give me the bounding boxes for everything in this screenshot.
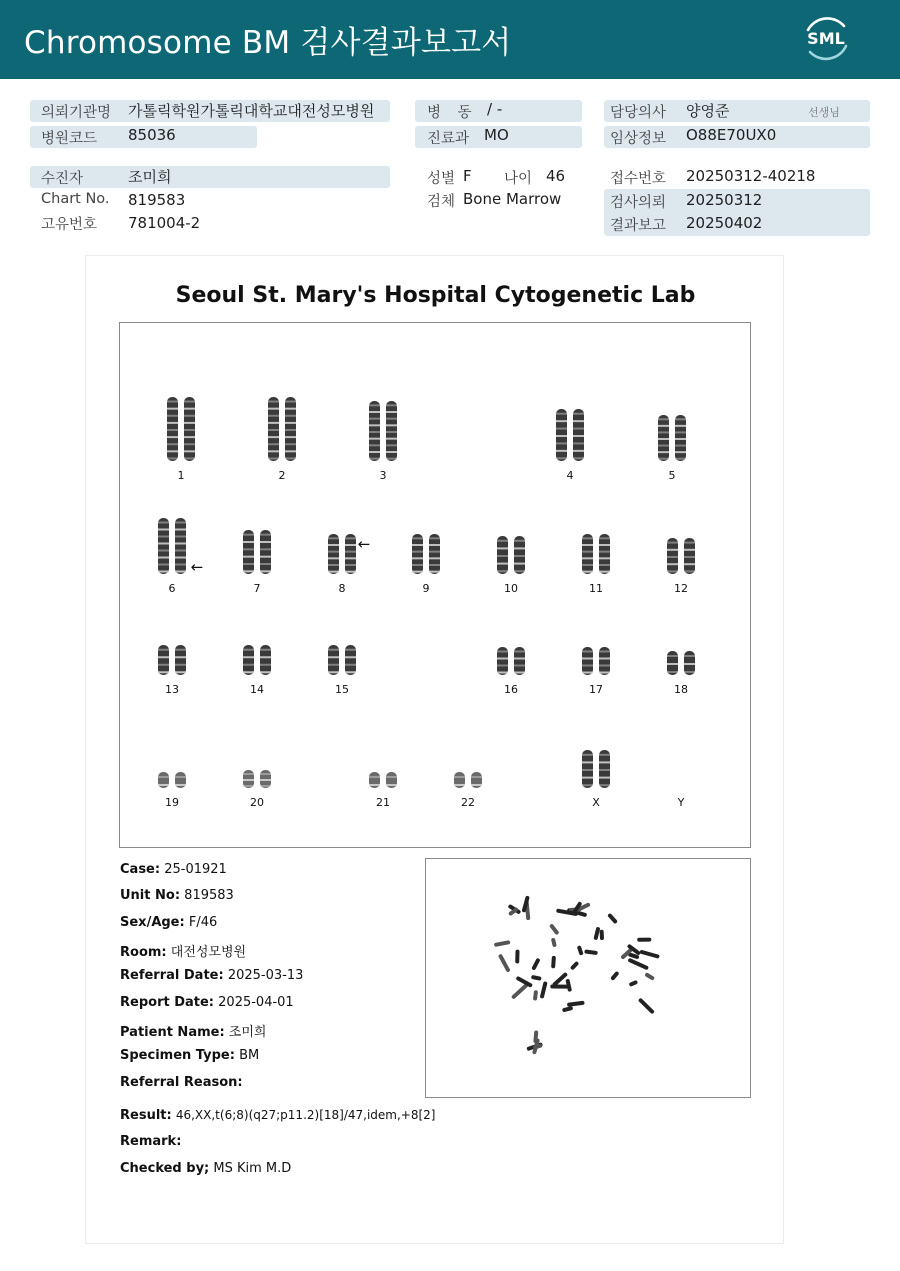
- chromosome-label-3: 3: [379, 469, 387, 482]
- chromosome-label-8: 8: [338, 582, 346, 595]
- room-row: Room: 대전성모병원: [120, 945, 247, 960]
- metaphase-chromosome: [515, 950, 519, 964]
- report-title: Chromosome BM 검사결과보고서: [24, 25, 512, 61]
- hospital-code-value: 85036: [128, 126, 176, 144]
- metaphase-chromosome: [593, 927, 600, 941]
- metaphase-chromosome: [567, 1001, 585, 1007]
- chromosome-label-11: 11: [589, 582, 603, 595]
- report-date-row: Report Date: 2025-04-01: [120, 995, 294, 1010]
- metaphase-chromosome: [531, 975, 542, 981]
- metaphase-chromosome: [570, 961, 580, 971]
- patient-name-label: 수진자: [41, 171, 84, 187]
- chart-no-value: 819583: [128, 191, 186, 209]
- chromosome-label-12: 12: [674, 582, 688, 595]
- report-header: [0, 0, 900, 79]
- metaphase-chromosome: [639, 950, 660, 959]
- checked-by-row: Checked by; MS Kim M.D: [120, 1161, 292, 1176]
- report-date-value: 20250402: [686, 214, 763, 232]
- institution-label: 의뢰기관명: [41, 105, 112, 121]
- chromosome-pair-4: [548, 409, 592, 461]
- metaphase-chromosome: [577, 945, 584, 955]
- age-label: 나이: [504, 171, 533, 187]
- metaphase-chromosome: [627, 958, 649, 971]
- metaphase-chromosome: [549, 923, 560, 935]
- chromosome-label-1: 1: [177, 469, 185, 482]
- doctor-value: 양영준: [686, 102, 730, 120]
- metaphase-chromosome: [550, 985, 569, 989]
- metaphase-chromosome: [540, 981, 548, 999]
- sexage-row: Sex/Age: F/46: [120, 915, 218, 930]
- chromosome-label-4: 4: [566, 469, 574, 482]
- department-label: 진료과: [427, 131, 470, 147]
- abnormality-arrow-8: ←: [357, 535, 371, 553]
- receipt-no-label: 접수번호: [610, 171, 667, 187]
- chromosome-label-14: 14: [250, 683, 264, 696]
- sex-value: F: [463, 167, 472, 185]
- chart-no-label: Chart No.: [41, 191, 110, 207]
- chromosome-pair-7: [235, 530, 279, 574]
- receipt-no-value: 20250312-40218: [686, 167, 816, 185]
- unique-no-label: 고유번호: [41, 217, 98, 233]
- metaphase-chromosome: [629, 980, 639, 987]
- abnormality-arrow-6: ←: [190, 558, 204, 576]
- specimen-label: 검체: [427, 194, 456, 210]
- patient-name-row: Patient Name: 조미희: [120, 1025, 267, 1040]
- metaphase-chromosome: [533, 990, 538, 1001]
- chromosome-pair-22: [446, 772, 490, 788]
- ward-label: 병 동: [427, 105, 478, 121]
- cytogenetic-report: [85, 255, 784, 1244]
- chromosome-pair-14: [235, 645, 279, 675]
- result-row: Result: 46,XX,t(6;8)(q27;p11.2)[18]/47,idem,+8[2]: [120, 1108, 436, 1123]
- chromosome-pair-17: [574, 647, 618, 675]
- chromosome-pair-2: [260, 397, 304, 461]
- chromosome-pair-5: [650, 415, 694, 461]
- chromosome-label-22: 22: [461, 796, 475, 809]
- chromosome-pair-1: [159, 397, 203, 461]
- chromosome-label-2: 2: [278, 469, 286, 482]
- chromosome-label-X: X: [592, 796, 600, 809]
- referral-date-row: Referral Date: 2025-03-13: [120, 968, 304, 983]
- chromosome-pair-11: [574, 534, 618, 574]
- specimen-value: Bone Marrow: [463, 190, 562, 208]
- doctor-label: 담당의사: [610, 105, 667, 121]
- chromosome-pair-16: [489, 647, 533, 675]
- sml-logo: [800, 12, 852, 64]
- ward-value: / -: [487, 100, 503, 118]
- metaphase-chromosome: [562, 1006, 573, 1013]
- report-date-label: 결과보고: [610, 218, 667, 234]
- doctor-suffix: 선생님: [808, 106, 840, 119]
- referral-reason-row: Referral Reason:: [120, 1075, 243, 1090]
- department-value: MO: [484, 126, 509, 144]
- request-date-label: 검사의뢰: [610, 195, 667, 211]
- chromosome-label-Y: Y: [677, 796, 685, 809]
- chromosome-pair-19: [150, 772, 194, 788]
- age-value: 46: [546, 167, 566, 185]
- clinical-info-label: 임상정보: [610, 131, 667, 147]
- chromosome-label-9: 9: [422, 582, 430, 595]
- metaphase-chromosome: [551, 956, 556, 969]
- metaphase-chromosome: [600, 930, 604, 941]
- chromosome-pair-18: [659, 651, 703, 675]
- chromosome-pair-21: [361, 772, 405, 788]
- clinical-info-value: O88E70UX0: [686, 126, 777, 144]
- metaphase-chromosome: [584, 949, 598, 955]
- karyotype-panel: [119, 322, 751, 848]
- metaphase-chromosome: [644, 972, 655, 981]
- metaphase-chromosome: [638, 998, 655, 1015]
- chromosome-label-15: 15: [335, 683, 349, 696]
- metaphase-chromosome: [610, 971, 619, 981]
- svg-text:SML: SML: [807, 29, 845, 48]
- lab-title: Seoul St. Mary's Hospital Cytogenetic Lab: [175, 283, 696, 308]
- institution-value: 가톨릭학원가톨릭대학교대전성모병원: [128, 102, 375, 120]
- metaphase-spread: [426, 859, 752, 1099]
- chromosome-pair-20: [235, 770, 279, 788]
- chromosome-label-5: 5: [668, 469, 676, 482]
- chromosome-pair-12: [659, 538, 703, 574]
- metaphase-chromosome: [511, 983, 529, 1000]
- patient-name-pill: [30, 166, 390, 188]
- chromosome-label-7: 7: [253, 582, 261, 595]
- metaphase-chromosome: [551, 938, 557, 948]
- unique-no-value: 781004-2: [128, 214, 201, 232]
- metaphase-chromosome: [494, 940, 511, 947]
- case-row: Case: 25-01921: [120, 862, 227, 877]
- unit-row: Unit No: 819583: [120, 888, 234, 903]
- chromosome-pair-10: [489, 536, 533, 574]
- metaphase-chromosome: [607, 913, 618, 924]
- sex-label: 성별: [427, 171, 456, 187]
- chromosome-label-10: 10: [504, 582, 518, 595]
- chromosome-label-17: 17: [589, 683, 603, 696]
- patient-name-value: 조미희: [128, 168, 172, 186]
- chromosome-pair-15: [320, 645, 364, 675]
- specimen-type-row: Specimen Type: BM: [120, 1048, 260, 1063]
- chromosome-label-13: 13: [165, 683, 179, 696]
- chromosome-pair-X: [574, 750, 618, 788]
- chromosome-pair-3: [361, 401, 405, 461]
- chromosome-label-18: 18: [674, 683, 688, 696]
- metaphase-image: [425, 858, 751, 1098]
- metaphase-chromosome: [531, 958, 540, 971]
- chromosome-pair-13: [150, 645, 194, 675]
- chromosome-label-19: 19: [165, 796, 179, 809]
- chromosome-label-20: 20: [250, 796, 264, 809]
- hospital-code-label: 병원코드: [41, 131, 98, 147]
- chromosome-label-21: 21: [376, 796, 390, 809]
- remark-row: Remark:: [120, 1134, 182, 1149]
- chromosome-label-16: 16: [504, 683, 518, 696]
- request-date-value: 20250312: [686, 191, 763, 209]
- chromosome-pair-9: [404, 534, 448, 574]
- metaphase-chromosome: [498, 953, 511, 972]
- chromosome-label-6: 6: [168, 582, 176, 595]
- metaphase-chromosome: [637, 938, 651, 942]
